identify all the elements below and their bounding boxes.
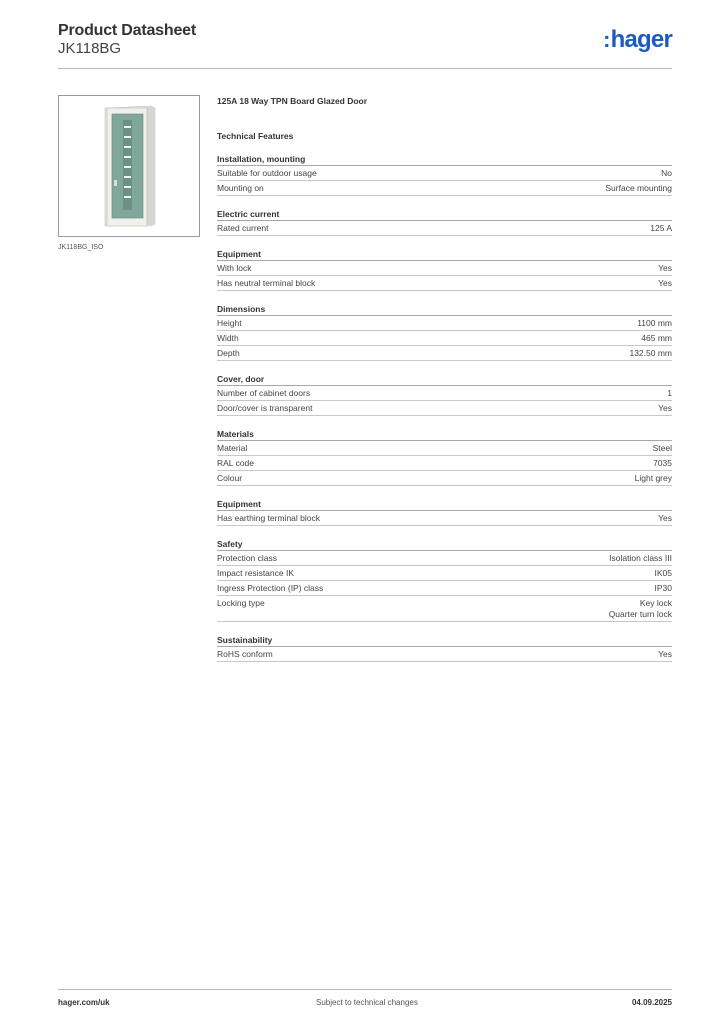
row-label: With lock [217,263,252,273]
section-dimensions [217,303,672,361]
row-label: Height [217,318,242,328]
section-equipment-earthing [217,498,672,526]
row-label: RAL code [217,458,255,468]
datasheet-content [217,96,672,662]
technical-features-heading: Technical Features [217,131,294,141]
section-title: Installation, mounting [217,153,672,166]
table-row [217,441,672,456]
table-row [217,221,672,236]
section-title: Cover, door [217,373,672,386]
logo-text: hager [610,26,672,53]
row-value: No [661,168,672,178]
section-materials [217,428,672,486]
row-value: Yes [658,649,672,659]
table-row [217,511,672,526]
row-label: Width [217,333,239,343]
section-sustainability [217,634,672,662]
document-title: Product Datasheet [58,22,196,39]
row-value: Yes [658,263,672,273]
logo-colon: : [603,27,610,52]
section-title: Electric current [217,208,672,221]
row-label: RoHS conform [217,649,273,659]
footer-date: 04.09.2025 [631,998,672,1007]
row-label: Ingress Protection (IP) class [217,583,324,593]
row-label: Locking type [217,598,265,608]
row-label: Mounting on [217,183,264,193]
row-value-line: Key lock [639,598,672,608]
section-safety [217,538,672,622]
row-value-line: Quarter turn lock [608,609,672,619]
product-name: 125A 18 Way TPN Board Glazed Door [217,96,368,106]
row-value: IP30 [654,583,672,593]
table-row [217,346,672,361]
footer-notice: Subject to technical changes [316,998,418,1007]
section-electric-current [217,208,672,236]
section-installation-mounting [217,153,672,196]
section-title: Sustainability [217,634,672,647]
table-row [217,331,672,346]
row-value: Yes [658,403,672,413]
section-equipment [217,248,672,291]
row-value: Yes [658,513,672,523]
row-label: Door/cover is transparent [217,403,313,413]
row-value: 125 A [650,223,672,233]
row-value: 1100 mm [637,318,672,328]
product-image [58,95,200,237]
row-label: Rated current [217,223,269,233]
row-label: Protection class [217,553,277,563]
section-title: Materials [217,428,672,441]
row-value: Isolation class III [609,553,672,563]
table-row [217,551,672,566]
row-label: Impact resistance IK [217,568,295,578]
header-divider [58,68,672,69]
row-label: Colour [217,473,243,483]
row-value: 7035 [653,458,672,468]
table-row [217,566,672,581]
table-row [217,401,672,416]
image-caption: JK118BG_ISO [58,244,104,251]
section-cover-door [217,373,672,416]
section-title: Dimensions [217,303,672,316]
page-header [58,22,672,68]
table-row [217,316,672,331]
distribution-board-illustration [59,96,199,236]
table-row [217,456,672,471]
row-label: Depth [217,348,240,358]
table-row [217,261,672,276]
product-code: JK118BG [58,40,122,57]
row-value: Yes [658,278,672,288]
section-title: Equipment [217,498,672,511]
row-label: Has earthing terminal block [217,513,320,523]
table-row [217,181,672,196]
table-row [217,581,672,596]
row-value: Steel [652,443,672,453]
table-row [217,596,672,622]
row-value: 1 [667,388,672,398]
section-title: Safety [217,538,672,551]
row-value: Light grey [634,473,672,483]
row-value: 132.50 mm [629,348,672,358]
table-row [217,647,672,662]
table-row [217,166,672,181]
row-label: Has neutral terminal block [217,278,316,288]
row-label: Material [217,443,248,453]
table-row [217,276,672,291]
table-row [217,471,672,486]
section-title: Equipment [217,248,672,261]
row-label: Number of cabinet doors [217,388,311,398]
row-value [609,598,672,620]
table-row [217,386,672,401]
footer-website: hager.com/uk [58,998,110,1007]
hager-logo [603,26,672,54]
row-label: Suitable for outdoor usage [217,168,317,178]
footer-divider [58,989,672,990]
row-value: IK05 [654,568,672,578]
row-value: Surface mounting [605,183,672,193]
row-value: 465 mm [641,333,672,343]
